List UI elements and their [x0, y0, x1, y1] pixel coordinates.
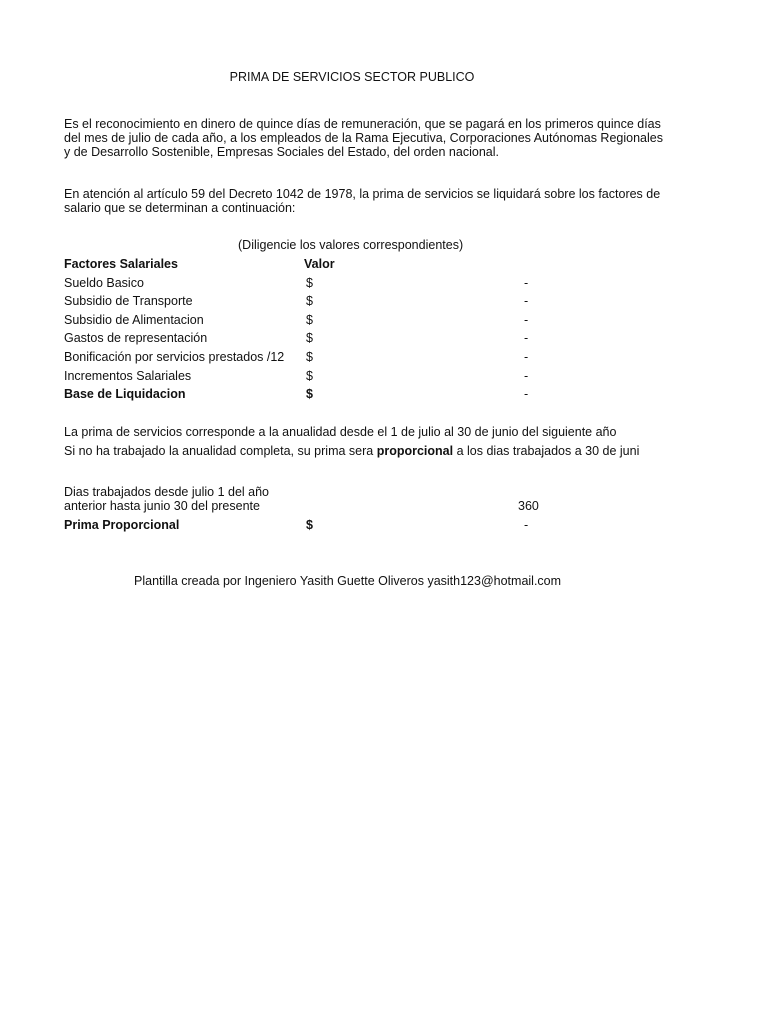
row-value[interactable]: -	[524, 313, 529, 327]
currency-symbol: $	[306, 276, 313, 290]
footer-credit: Plantilla creada por Ingeniero Yasith Guette Oliveros yasith123@hotmail.com	[134, 574, 562, 588]
row-label: Gastos de representación	[64, 331, 208, 345]
page-title: PRIMA DE SERVICIOS SECTOR PUBLICO	[229, 70, 475, 84]
table-row	[64, 313, 544, 331]
proporcional-note	[64, 444, 639, 459]
factors-header: Factores Salariales	[64, 257, 178, 271]
prima-label: Prima Proporcional	[64, 518, 180, 532]
prima-currency: $	[306, 518, 313, 532]
days-label-line2: anterior hasta junio 30 del presente	[64, 499, 260, 513]
table-row	[64, 294, 544, 312]
attention-paragraph: En atención al artículo 59 del Decreto 1042 de 1978, la prima de servicios se liquidará sobre los factores de salario que se determinan a continuación:	[64, 187, 661, 215]
row-label: Sueldo Basico	[64, 276, 144, 290]
base-label: Base de Liquidacion	[64, 387, 186, 401]
row-value[interactable]: -	[524, 276, 529, 290]
currency-symbol: $	[306, 331, 313, 345]
row-value[interactable]: -	[524, 294, 529, 308]
note-text-post: a los dias trabajados a 30 de juni	[453, 444, 640, 458]
days-value[interactable]: 360	[518, 499, 539, 513]
row-value[interactable]: -	[524, 369, 529, 383]
prima-value: -	[524, 518, 529, 532]
instruction-text: (Diligencie los valores correspondientes)	[238, 238, 464, 252]
base-currency: $	[306, 387, 313, 401]
row-value[interactable]: -	[524, 350, 529, 364]
row-label: Bonificación por servicios prestados /12	[64, 350, 285, 364]
table-row	[64, 369, 544, 387]
row-label: Subsidio de Transporte	[64, 294, 193, 308]
table-row	[64, 276, 544, 294]
currency-symbol: $	[306, 350, 313, 364]
row-value[interactable]: -	[524, 331, 529, 345]
anualidad-note: La prima de servicios corresponde a la anualidad desde el 1 de julio al 30 de junio del siguiente año	[64, 425, 617, 439]
currency-symbol: $	[306, 313, 313, 327]
days-label-line1: Dias trabajados desde julio 1 del año	[64, 485, 269, 499]
intro-paragraph: Es el reconocimiento en dinero de quince días de remuneración, que se pagará en los primeros quince días del mes de julio de cada año, a los empleados de la Rama Ejecutiva, Corporaciones Autónomas Regionales y de Desarrollo Sostenible, Empresas Sociales del Estado, del orden nacional.	[64, 117, 663, 159]
table-row	[64, 331, 544, 349]
currency-symbol: $	[306, 369, 313, 383]
base-row	[64, 387, 544, 405]
base-value: -	[524, 387, 529, 401]
currency-symbol: $	[306, 294, 313, 308]
row-label: Subsidio de Alimentacion	[64, 313, 204, 327]
table-row	[64, 350, 544, 368]
note-text-bold: proporcional	[376, 444, 454, 458]
value-header: Valor	[304, 257, 335, 271]
prima-row	[64, 518, 544, 536]
row-label: Incrementos Salariales	[64, 369, 192, 383]
note-text-pre: Si no ha trabajado la anualidad completa, su prima sera	[64, 444, 377, 458]
